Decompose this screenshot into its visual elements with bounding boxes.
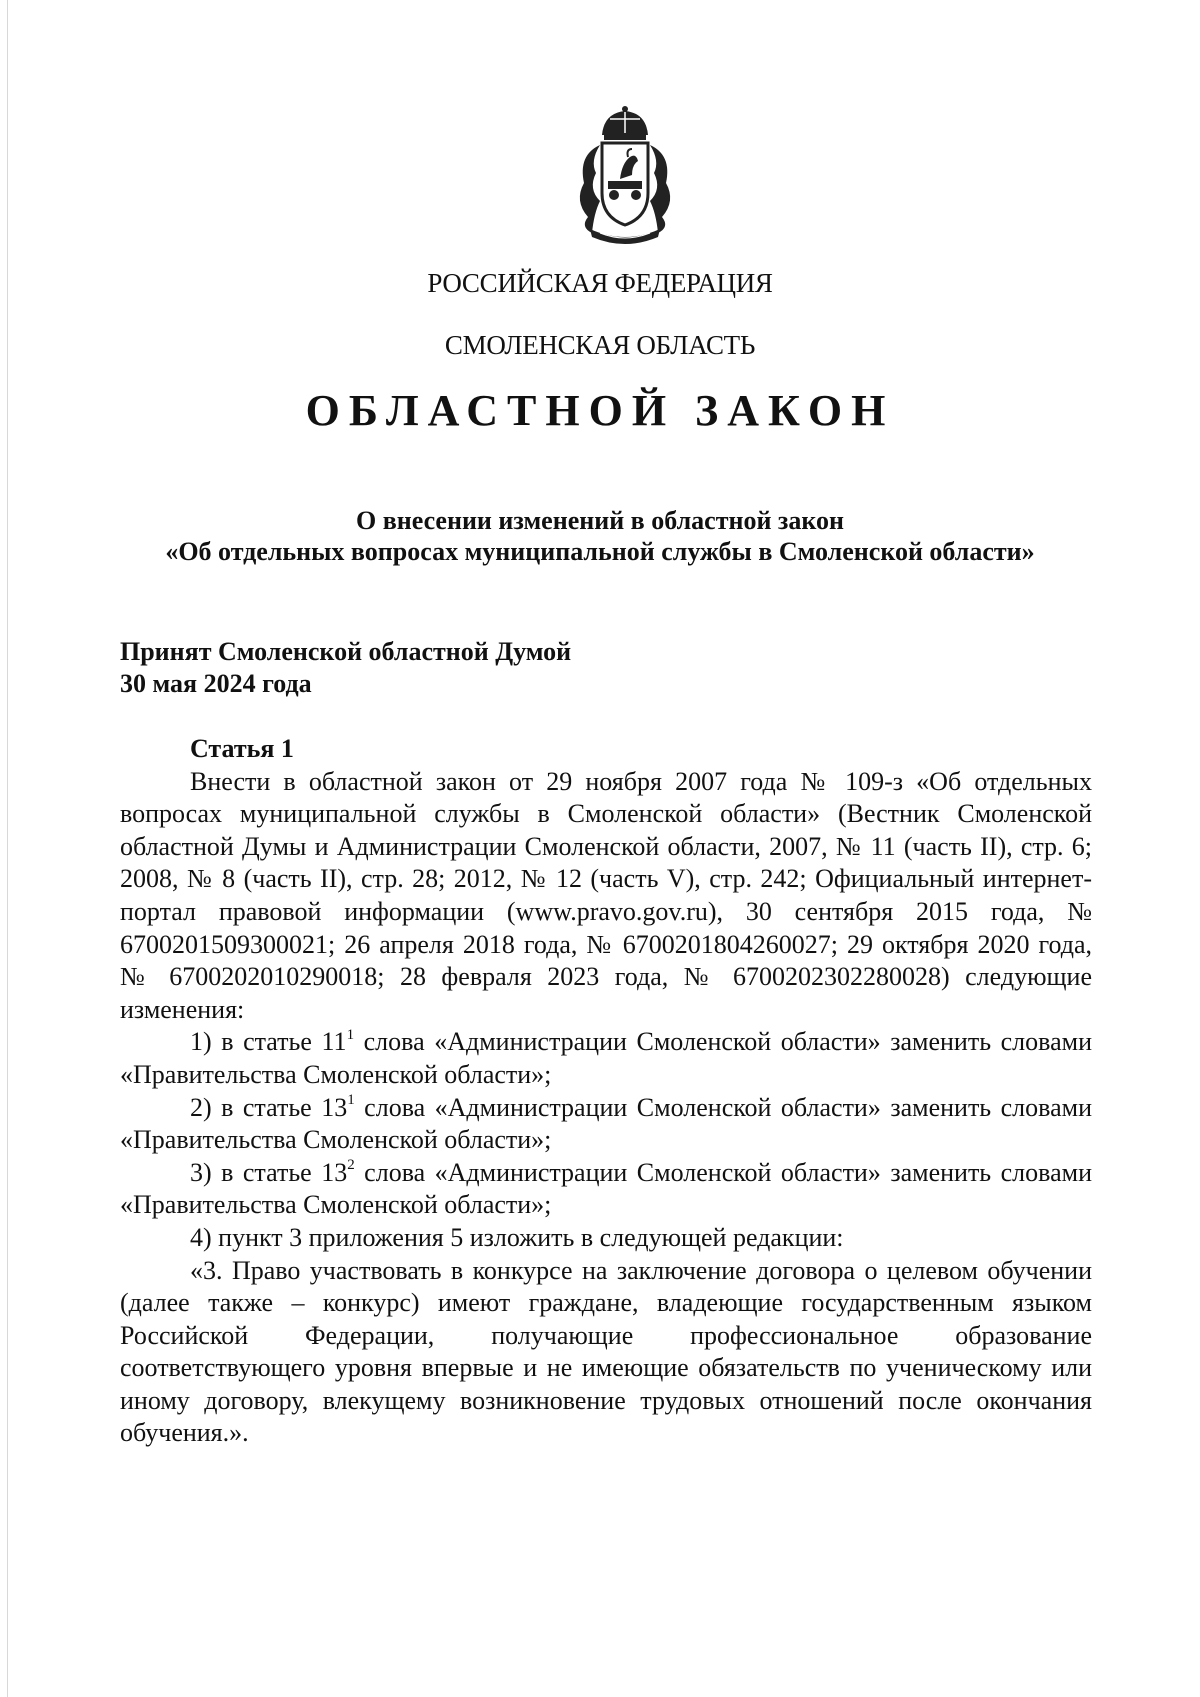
country-name: РОССИЙСКАЯ ФЕДЕРАЦИЯ (427, 268, 773, 298)
law-title (120, 505, 1080, 567)
article-1 (120, 733, 1092, 1450)
smolensk-coat-of-arms-icon (570, 105, 680, 245)
adoption-info (120, 636, 571, 700)
document-type: ОБЛАСТНОЙ ЗАКОН (305, 386, 895, 435)
region-name: СМОЛЕНСКАЯ ОБЛАСТЬ (444, 330, 756, 360)
list-item: 1) в статье $11^1$ слова «Администрации Смоленской области» заменить словами «Правительства Смоленской области»; (120, 1026, 1092, 1089)
article-intro: Внести в областной закон от 29 ноября 2007 года № 109-з «Об отдельных вопросах муниципальной службы в Смоленской области» (Вестник Смоленской областной Думы и Администрации Смоленской области, 2007, № 11 (часть II), стр. 6; 2008, № 8 (часть II), стр. 28; 2012, № 12 (часть V), стр. 242; Официальный интернет-портал правовой информации (www.pravo.gov.ru), 30 сентября 2015 года, № 6700201509300021; 26 апреля 2018 года, № 6700201804260027; 29 октября 2020 года, № 6700202010290018; 28 февраля 2023 года, № 6700202302280028) следующие изменения: (120, 766, 1092, 1024)
law-title-line-2: «Об отдельных вопросах муниципальной службы в Смоленской области» (165, 537, 1035, 566)
law-title-line-1: О внесении изменений в областной закон (355, 506, 845, 535)
list-item: 2) в статье $13^1$ слова «Администрации Смоленской области» заменить словами «Правительства Смоленской области»; (120, 1091, 1092, 1155)
article-heading: Статья 1 (190, 734, 294, 763)
list-item: 3) в статье $13^2$ слова «Администрации Смоленской области» заменить словами «Правительства Смоленской области»; (120, 1157, 1092, 1220)
quoted-paragraph: «3. Право участвовать в конкурсе на заключение договора о целевом обучении (далее также – конкурс) имеют граждане, владеющие государственным языком Российской Федерации, получающие профессиональное образование соответствующего уровня впервые и не имеющие обязательств по ученическому или иному договору, влекущему возникновение трудовых отношений после окончания обучения.». (120, 1255, 1092, 1448)
scan-edge (7, 0, 8, 1697)
adopted-by: Принят Смоленской областной Думой (120, 637, 572, 666)
list-item: 4) пункт 3 приложения 5 изложить в следующей редакции: (190, 1222, 844, 1252)
adoption-date: 30 мая 2024 года (120, 669, 312, 698)
